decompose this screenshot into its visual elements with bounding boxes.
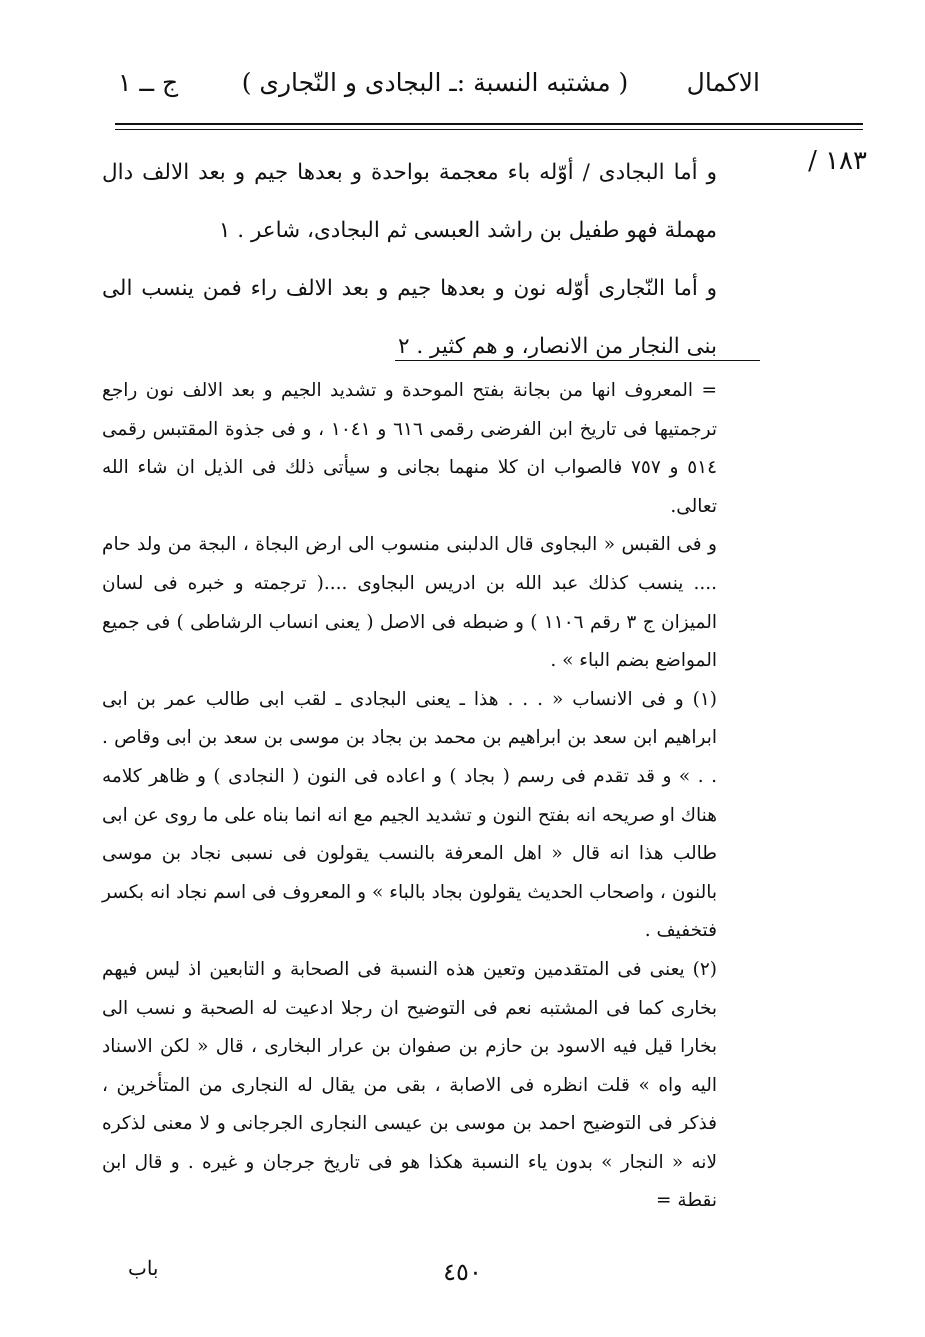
- margin-folio-number: ١٨٣ /: [808, 146, 867, 176]
- running-header: [110, 68, 760, 108]
- header-rule-thick: [115, 123, 863, 125]
- main-paragraph: و أما النّجارى أوّله نون و بعدها جيم و بعد الالف راء فمن ينسب الى بنى النجار من الانصار، و هم كثير . ٢: [102, 276, 717, 359]
- footnote-separator: [395, 360, 760, 361]
- main-paragraph: و أما البجادى / أوّله باء معجمة بواحدة و بعدها جيم و بعد الالف دال مهملة فهو طفيل بن راشد العبسى ثم البجادى، شاعر . ١: [102, 160, 717, 243]
- page-number: ٤٥٠: [443, 1258, 482, 1286]
- footnotes: [102, 372, 717, 1221]
- footnote-paragraph: (١) و فى الانساب « . . . هذا ـ يعنى البجادى ـ لقب ابى طالب عمر بن ابى ابراهيم ابن سعد بن ابراهيم بن محمد بن بجاد بن موسى بن سعد بن ابى وقاص . . . » و قد تقدم فى رسم ( بجاد ) و اعاده فى النون ( النجادى ) و ظاهر كلامه هناك او صريحه انه بفتح النون و تشديد الجيم مع انه انما بناه على ما روى عن ابى طالب هذا انه قال « اهل المعرفة بالنسب يقولون فى نسبى نجاد بن موسى بالنون ، واصحاب الحديث يقولون بجاد بالباء » و المعروف فى اسم نجاد انه بكسر فتخفيف .: [102, 688, 717, 942]
- footnote-paragraph: و فى القبس « البجاوى قال الدلبنى منسوب الى ارض البجاة ، البجة من ولد حام .... ينسب كذلك عبد الله بن ادريس البجاوى ....( ترجمته و خبره فى لسان الميزان ج ٣ رقم ١١٠٦ ) و ضبطه فى الاصل ( يعنى انساب الرشاطى ) فى جميع المواضع بضم الباء » .: [102, 534, 717, 672]
- book-title: الاكمال: [686, 68, 760, 97]
- footnote-paragraph: = المعروف انها من بجانة بفتح الموحدة و تشديد الجيم و بعد الالف نون راجع ترجمتيها فى تاريخ ابن الفرضى رقمى ٦١٦ و ١٠٤١ ، و فى جذوة المقتبس رقمى ٥١٤ و ٧٥٧ فالصواب ان كلا منهما بجانى و سيأتى ذلك فى الذيل ان شاء الله تعالى.: [102, 380, 718, 517]
- volume-label: ج ــ ١: [118, 68, 179, 97]
- footnote-paragraph: (٢) يعنى فى المتقدمين وتعين هذه النسبة فى الصحابة و التابعين اذ ليس فيهم بخارى كما فى المشتبه نعم فى التوضيح ان رجلا ادعيت له الصحبة و نسب الى بخارا قيل فيه الاسود بن حازم بن صفوان بن عرار البخارى ، قال « لكن الاسناد اليه واه » قلت انظره فى الاصابة ، بقى من يقال له النجارى من المتأخرين ، فذكر فى التوضيح احمد بن موسى بن عيسى النجارى الجرجانى و لا معنى لذكره لانه « النجار » بدون ياء النسبة هكذا هو فى تاريخ جرجان و غيره . و قال ابن نقطة =: [102, 958, 717, 1212]
- header-rule-thin: [115, 129, 863, 130]
- section-topic: ( مشتبه النسبة :ـ البجادى و النّجارى ): [241, 68, 629, 97]
- catchword: باب: [128, 1256, 159, 1280]
- main-text: [102, 144, 717, 376]
